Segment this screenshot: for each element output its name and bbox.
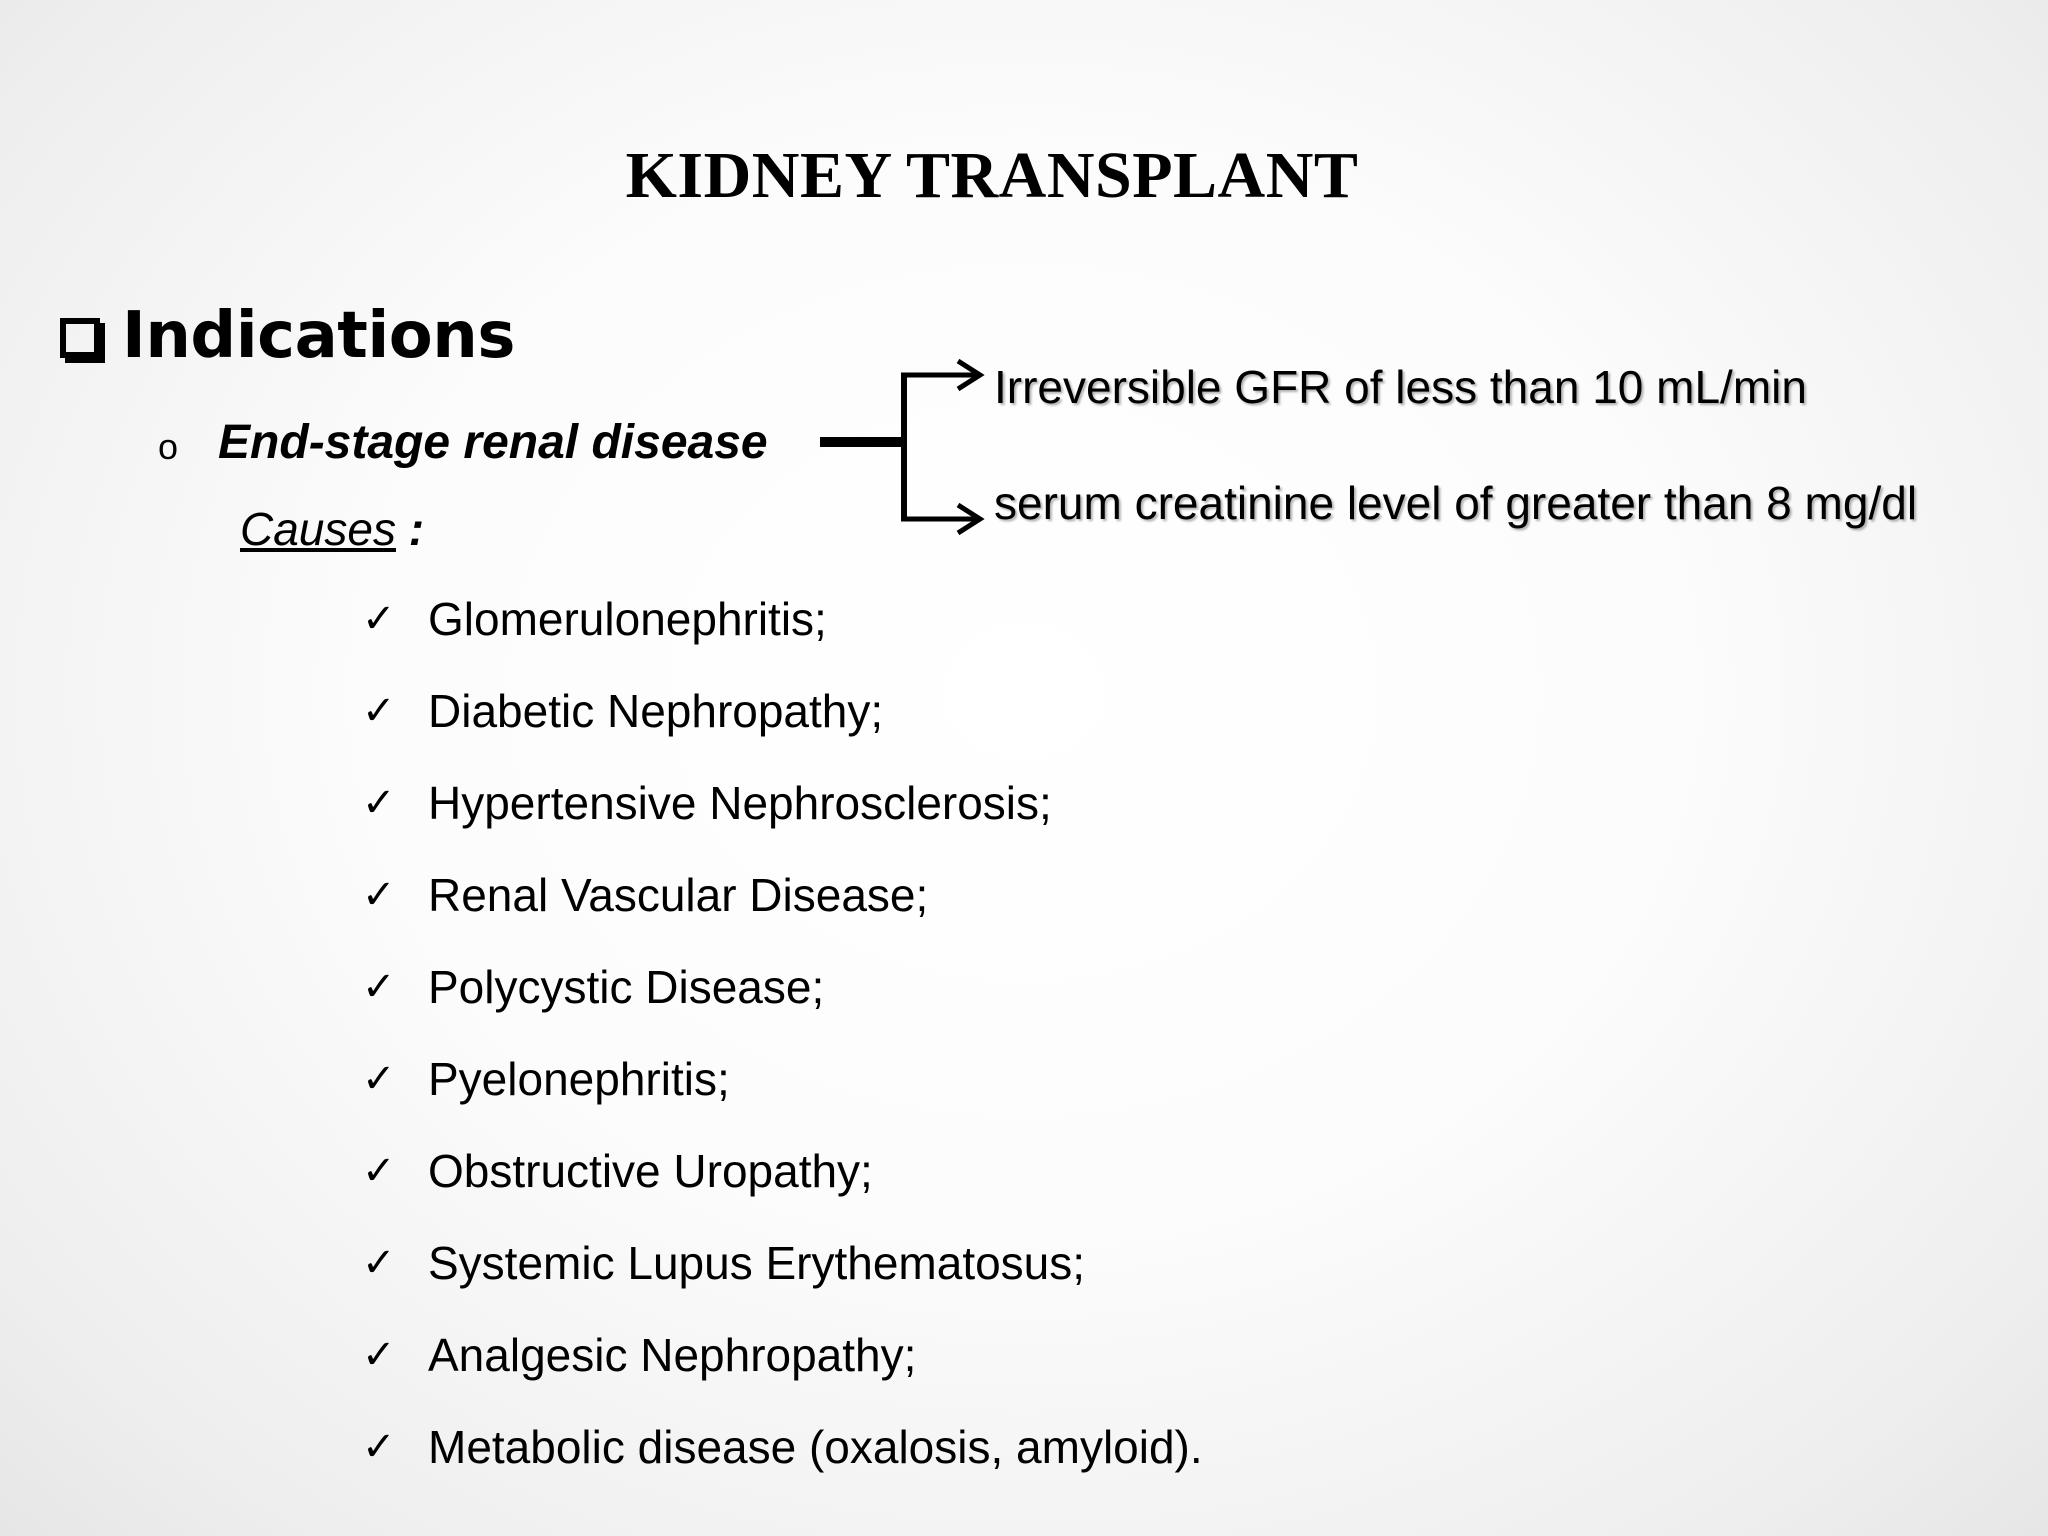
list-item [362,684,1203,776]
list-item [362,1236,1203,1328]
list-item [362,1052,1203,1144]
checkmark-icon: ✓ [362,1424,396,1470]
causes-separator: : [408,503,425,555]
causes-heading [240,502,424,556]
cause-label: Diabetic Nephropathy; [428,685,884,737]
cause-label: Obstructive Uropathy; [428,1145,873,1197]
causes-label: Causes [240,503,396,555]
checkmark-icon: ✓ [362,1240,396,1286]
cause-label: Hypertensive Nephrosclerosis; [428,777,1052,829]
slide-title: KIDNEY TRANSPLANT [625,139,1359,212]
list-item [362,592,1203,684]
cause-label: Polycystic Disease; [428,961,825,1013]
list-item [362,960,1203,1052]
list-item [362,1144,1203,1236]
checkmark-icon: ✓ [362,872,396,918]
causes-list [362,592,1203,1512]
section-heading-indications [60,296,515,376]
list-item [362,1328,1203,1420]
checkmark-icon: ✓ [362,1056,396,1102]
criterion-gfr: Irreversible GFR of less than 10 mL/min [994,361,1807,413]
square-bullet-icon [60,318,100,358]
checkmark-icon: ✓ [362,964,396,1010]
criterion-creatinine: serum creatinine level of greater than 8 mg/dl [994,477,1918,529]
cause-label: Analgesic Nephropathy; [428,1329,917,1381]
checkmark-icon: ✓ [362,780,396,826]
checkmark-icon: ✓ [362,1332,396,1378]
arrowhead-bottom-icon [958,505,980,533]
list-item [362,1420,1203,1512]
arrowhead-top-icon [958,361,980,389]
subitem-end-stage-renal-disease [158,412,768,472]
checkmark-icon: ✓ [362,596,396,642]
cause-label: Pyelonephritis; [428,1053,730,1105]
cause-label: Metabolic disease (oxalosis, amyloid). [428,1421,1203,1473]
checkmark-icon: ✓ [362,1148,396,1194]
list-item [362,776,1203,868]
cause-label: Renal Vascular Disease; [428,869,929,921]
section-label: Indications [122,299,515,373]
circle-bullet-icon: o [158,426,179,467]
checkmark-icon: ✓ [362,688,396,734]
list-item [362,868,1203,960]
cause-label: Glomerulonephritis; [428,593,827,645]
cause-label: Systemic Lupus Erythematosus; [428,1237,1086,1289]
subitem-label: End-stage renal disease [218,415,768,469]
